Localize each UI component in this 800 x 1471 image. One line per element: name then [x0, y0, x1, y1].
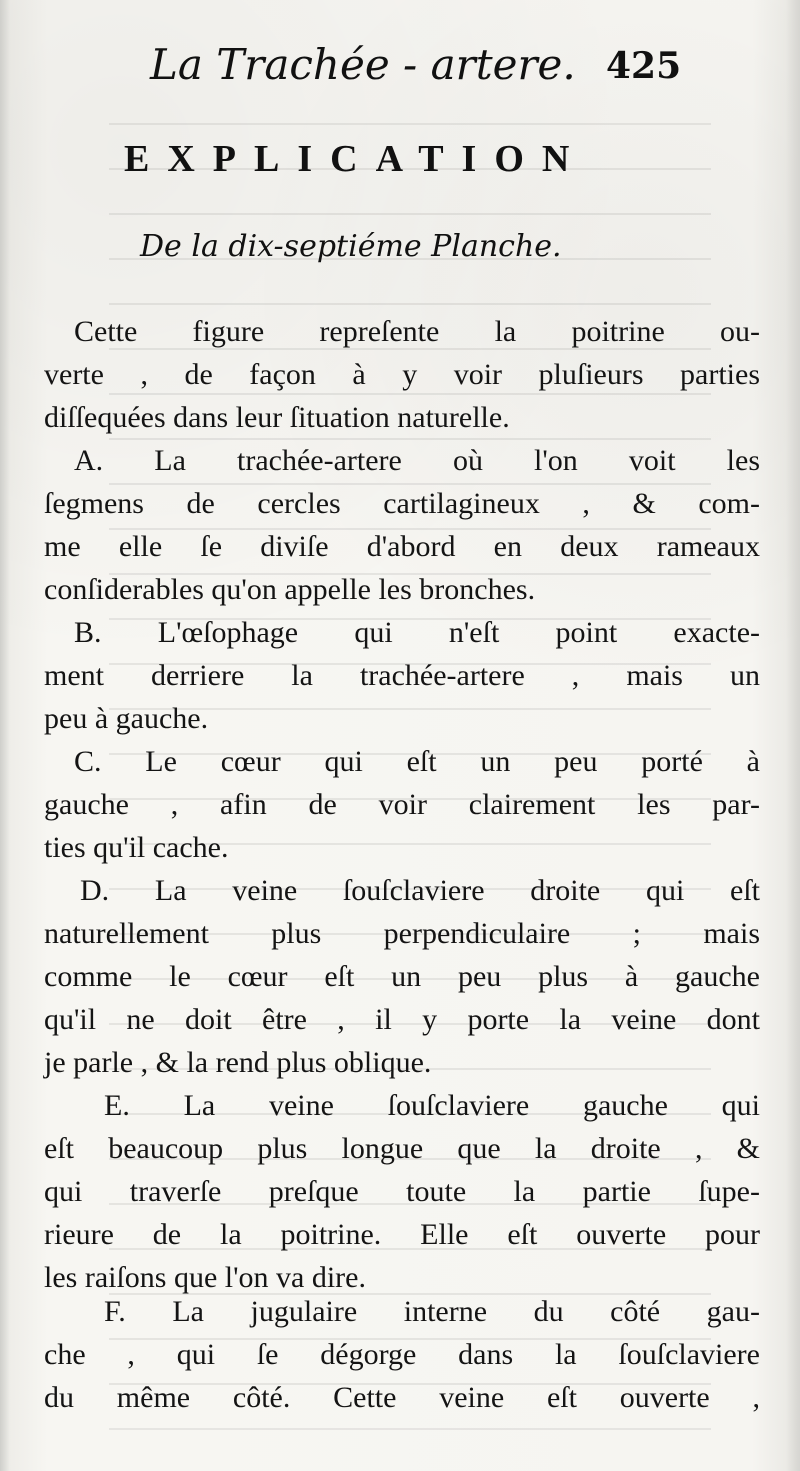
text-line: naturellement plus perpendiculaire ; mais: [44, 917, 760, 950]
text-line: verte , de façon à y voir pluſieurs parties: [44, 358, 760, 391]
text-line: gauche , afin de voir clairement les par-: [44, 788, 760, 821]
text-line: diſſequées dans leur ſituation naturelle.: [44, 401, 510, 434]
paragraph-c: [44, 740, 760, 869]
paragraph-d: [44, 869, 760, 1084]
text-line: C. Le cœur qui eſt un peu porté à: [74, 745, 760, 778]
paragraph-a: [44, 439, 760, 611]
paragraph-intro: [44, 310, 760, 439]
text-line: D. La veine ſouſclaviere droite qui eſt: [80, 874, 760, 907]
text-line: rieure de la poitrine. Elle eſt ouverte pour: [44, 1218, 760, 1251]
text-line: B. L'œſophage qui n'eſt point exacte-: [74, 616, 760, 649]
page-left-shadow: [0, 0, 10, 1471]
text-line: je parle , & la rend plus oblique.: [44, 1046, 432, 1079]
page-number: 425: [606, 45, 682, 87]
page-right-shadow: [786, 0, 800, 1471]
text-line: ties qu'il cache.: [44, 831, 229, 864]
section-heading: EXPLICATION: [124, 138, 588, 180]
running-head: La Trachée - artere.: [150, 40, 576, 89]
text-line: qui traverſe preſque toute la partie ſupe-: [44, 1175, 760, 1208]
text-line: du même côté. Cette veine eſt ouverte ,: [44, 1381, 760, 1414]
text-line: eſt beaucoup plus longue que la droite , &: [44, 1132, 760, 1165]
text-line: che , qui ſe dégorge dans la ſouſclaviere: [44, 1338, 760, 1371]
paragraph-b: [44, 611, 760, 740]
paragraph-f: [44, 1290, 760, 1419]
text-line: A. La trachée-artere où l'on voit les: [74, 444, 760, 477]
text-line: F. La jugulaire interne du côté gau-: [104, 1295, 760, 1328]
section-subheading: De la dix-septiéme Planche.: [140, 229, 562, 264]
text-line: Cette figure repreſente la poitrine ou-: [74, 315, 760, 348]
text-line: comme le cœur eſt un peu plus à gauche: [44, 960, 760, 993]
text-line: qu'il ne doit être , il y porte la veine dont: [44, 1003, 760, 1036]
text-line: les raiſons que l'on va dire.: [44, 1261, 366, 1294]
text-line: ſegmens de cercles cartilagineux , & com-: [44, 487, 760, 520]
text-line: ment derriere la trachée-artere , mais un: [44, 659, 760, 692]
text-line: conſiderables qu'on appelle les bronches.: [44, 573, 536, 606]
text-line: peu à gauche.: [44, 702, 209, 735]
text-line: E. La veine ſouſclaviere gauche qui: [104, 1089, 760, 1122]
text-line: me elle ſe diviſe d'abord en deux rameaux: [44, 530, 760, 563]
paragraph-e: [44, 1084, 760, 1299]
